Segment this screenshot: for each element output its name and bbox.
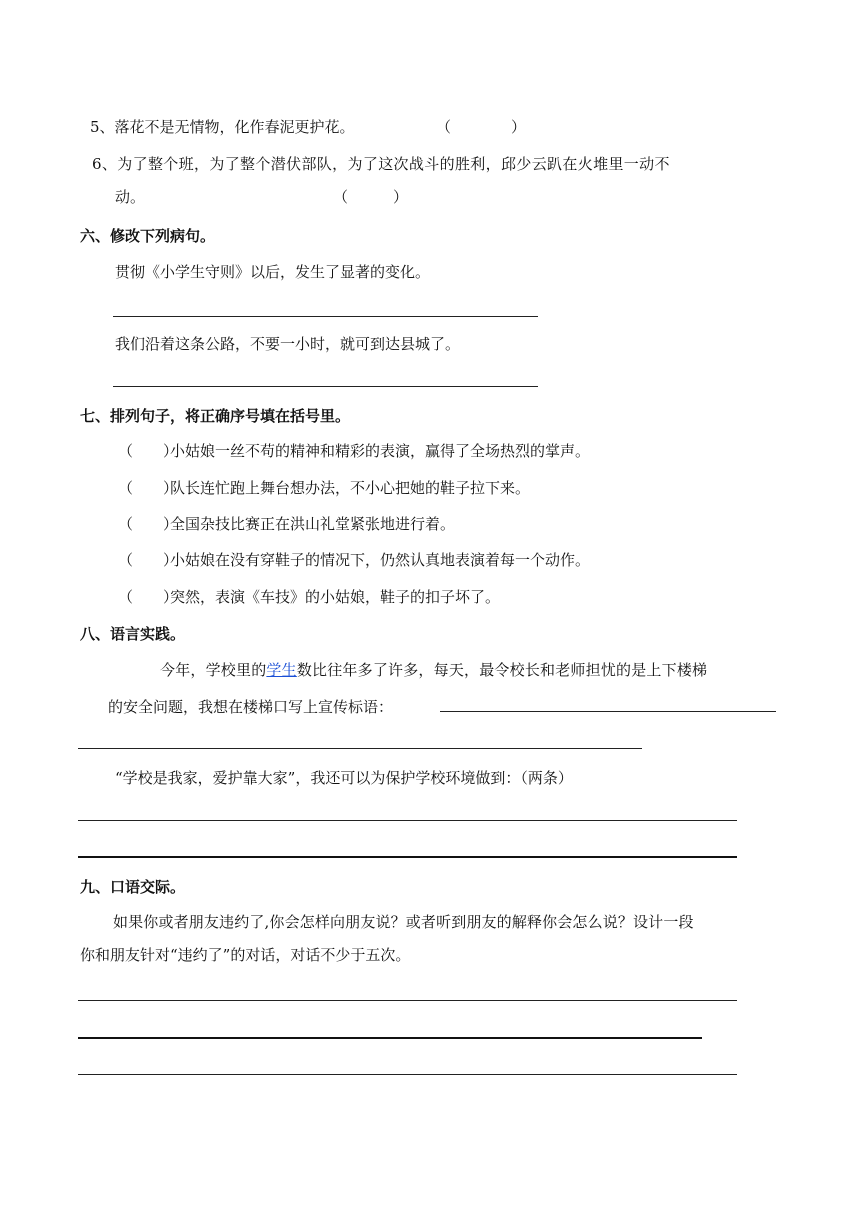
order-paren[interactable]: （ ） (118, 479, 179, 497)
section-6-heading: 六、修改下列病句。 (80, 227, 216, 245)
answer-paren-6[interactable]: （ ） (333, 188, 409, 206)
answer-paren-5[interactable]: （ ） (436, 118, 527, 136)
question-5-text: 5、落花不是无情物，化作春泥更护花。 (90, 118, 355, 136)
faulty-sentence-1: 贯彻《小学生守则》以后，发生了显著的变化。 (115, 263, 431, 281)
answer-line[interactable] (78, 1074, 737, 1075)
section-7-heading: 七、排列句子，将正确序号填在括号里。 (80, 407, 351, 425)
slogan-answer-line[interactable] (78, 748, 642, 749)
faulty-sentence-2: 我们沿着这条公路，不要一小时，就可到达县城了。 (115, 335, 461, 353)
order-paren[interactable]: （ ） (118, 551, 179, 569)
answer-line[interactable] (78, 856, 737, 858)
section-8-heading: 八、语言实践。 (80, 625, 186, 643)
answer-line[interactable] (78, 1000, 737, 1001)
order-sentence: 队长连忙跑上舞台想办法，不小心把她的鞋子拉下来。 (170, 479, 531, 497)
answer-line[interactable] (78, 1037, 702, 1039)
dialogue-instructions-line2: 你和朋友针对“违约了”的对话，对话不少于五次。 (80, 946, 411, 964)
section-9-heading: 九、口语交际。 (80, 878, 186, 896)
dialogue-instructions: 如果你或者朋友违约了,你会怎样向朋友说？或者听到朋友的解释你会怎么说？设计一段 (113, 913, 694, 931)
order-sentence: 全国杂技比赛正在洪山礼堂紧张地进行着。 (170, 515, 456, 533)
answer-line[interactable] (113, 386, 538, 387)
paragraph-text: 今年，学校里的 (160, 661, 267, 679)
paragraph-text: 数比往年多了许多，每天，最令校长和老师担忧的是上下楼梯 (296, 661, 708, 679)
practice-paragraph-line2: 的安全问题，我想在楼梯口写上宣传标语： (108, 698, 394, 716)
question-5 (90, 117, 355, 137)
order-paren[interactable]: （ ） (118, 515, 179, 533)
order-sentence: 小姑娘在没有穿鞋子的情况下，仍然认真地表演着每一个动作。 (170, 551, 591, 569)
slogan-answer-line[interactable] (440, 711, 776, 712)
answer-line[interactable] (78, 820, 737, 821)
practice-paragraph (160, 660, 707, 680)
order-sentence: 突然，表演《车技》的小姑娘，鞋子的扣子坏了。 (170, 588, 501, 606)
student-link[interactable]: 学生 (266, 661, 297, 679)
question-6: 6、为了整个班，为了整个潜伏部队，为了这次战斗的胜利，邱少云趴在火堆里一动不 (92, 155, 670, 173)
answer-line[interactable] (113, 316, 538, 317)
environment-prompt: “学校是我家，爱护靠大家”，我还可以为保护学校环境做到：（两条） (115, 769, 573, 787)
order-sentence: 小姑娘一丝不苟的精神和精彩的表演，赢得了全场热烈的掌声。 (170, 442, 591, 460)
order-paren[interactable]: （ ） (118, 588, 179, 606)
order-paren[interactable]: （ ） (118, 442, 179, 460)
question-6-continued: 动。 (115, 188, 146, 206)
